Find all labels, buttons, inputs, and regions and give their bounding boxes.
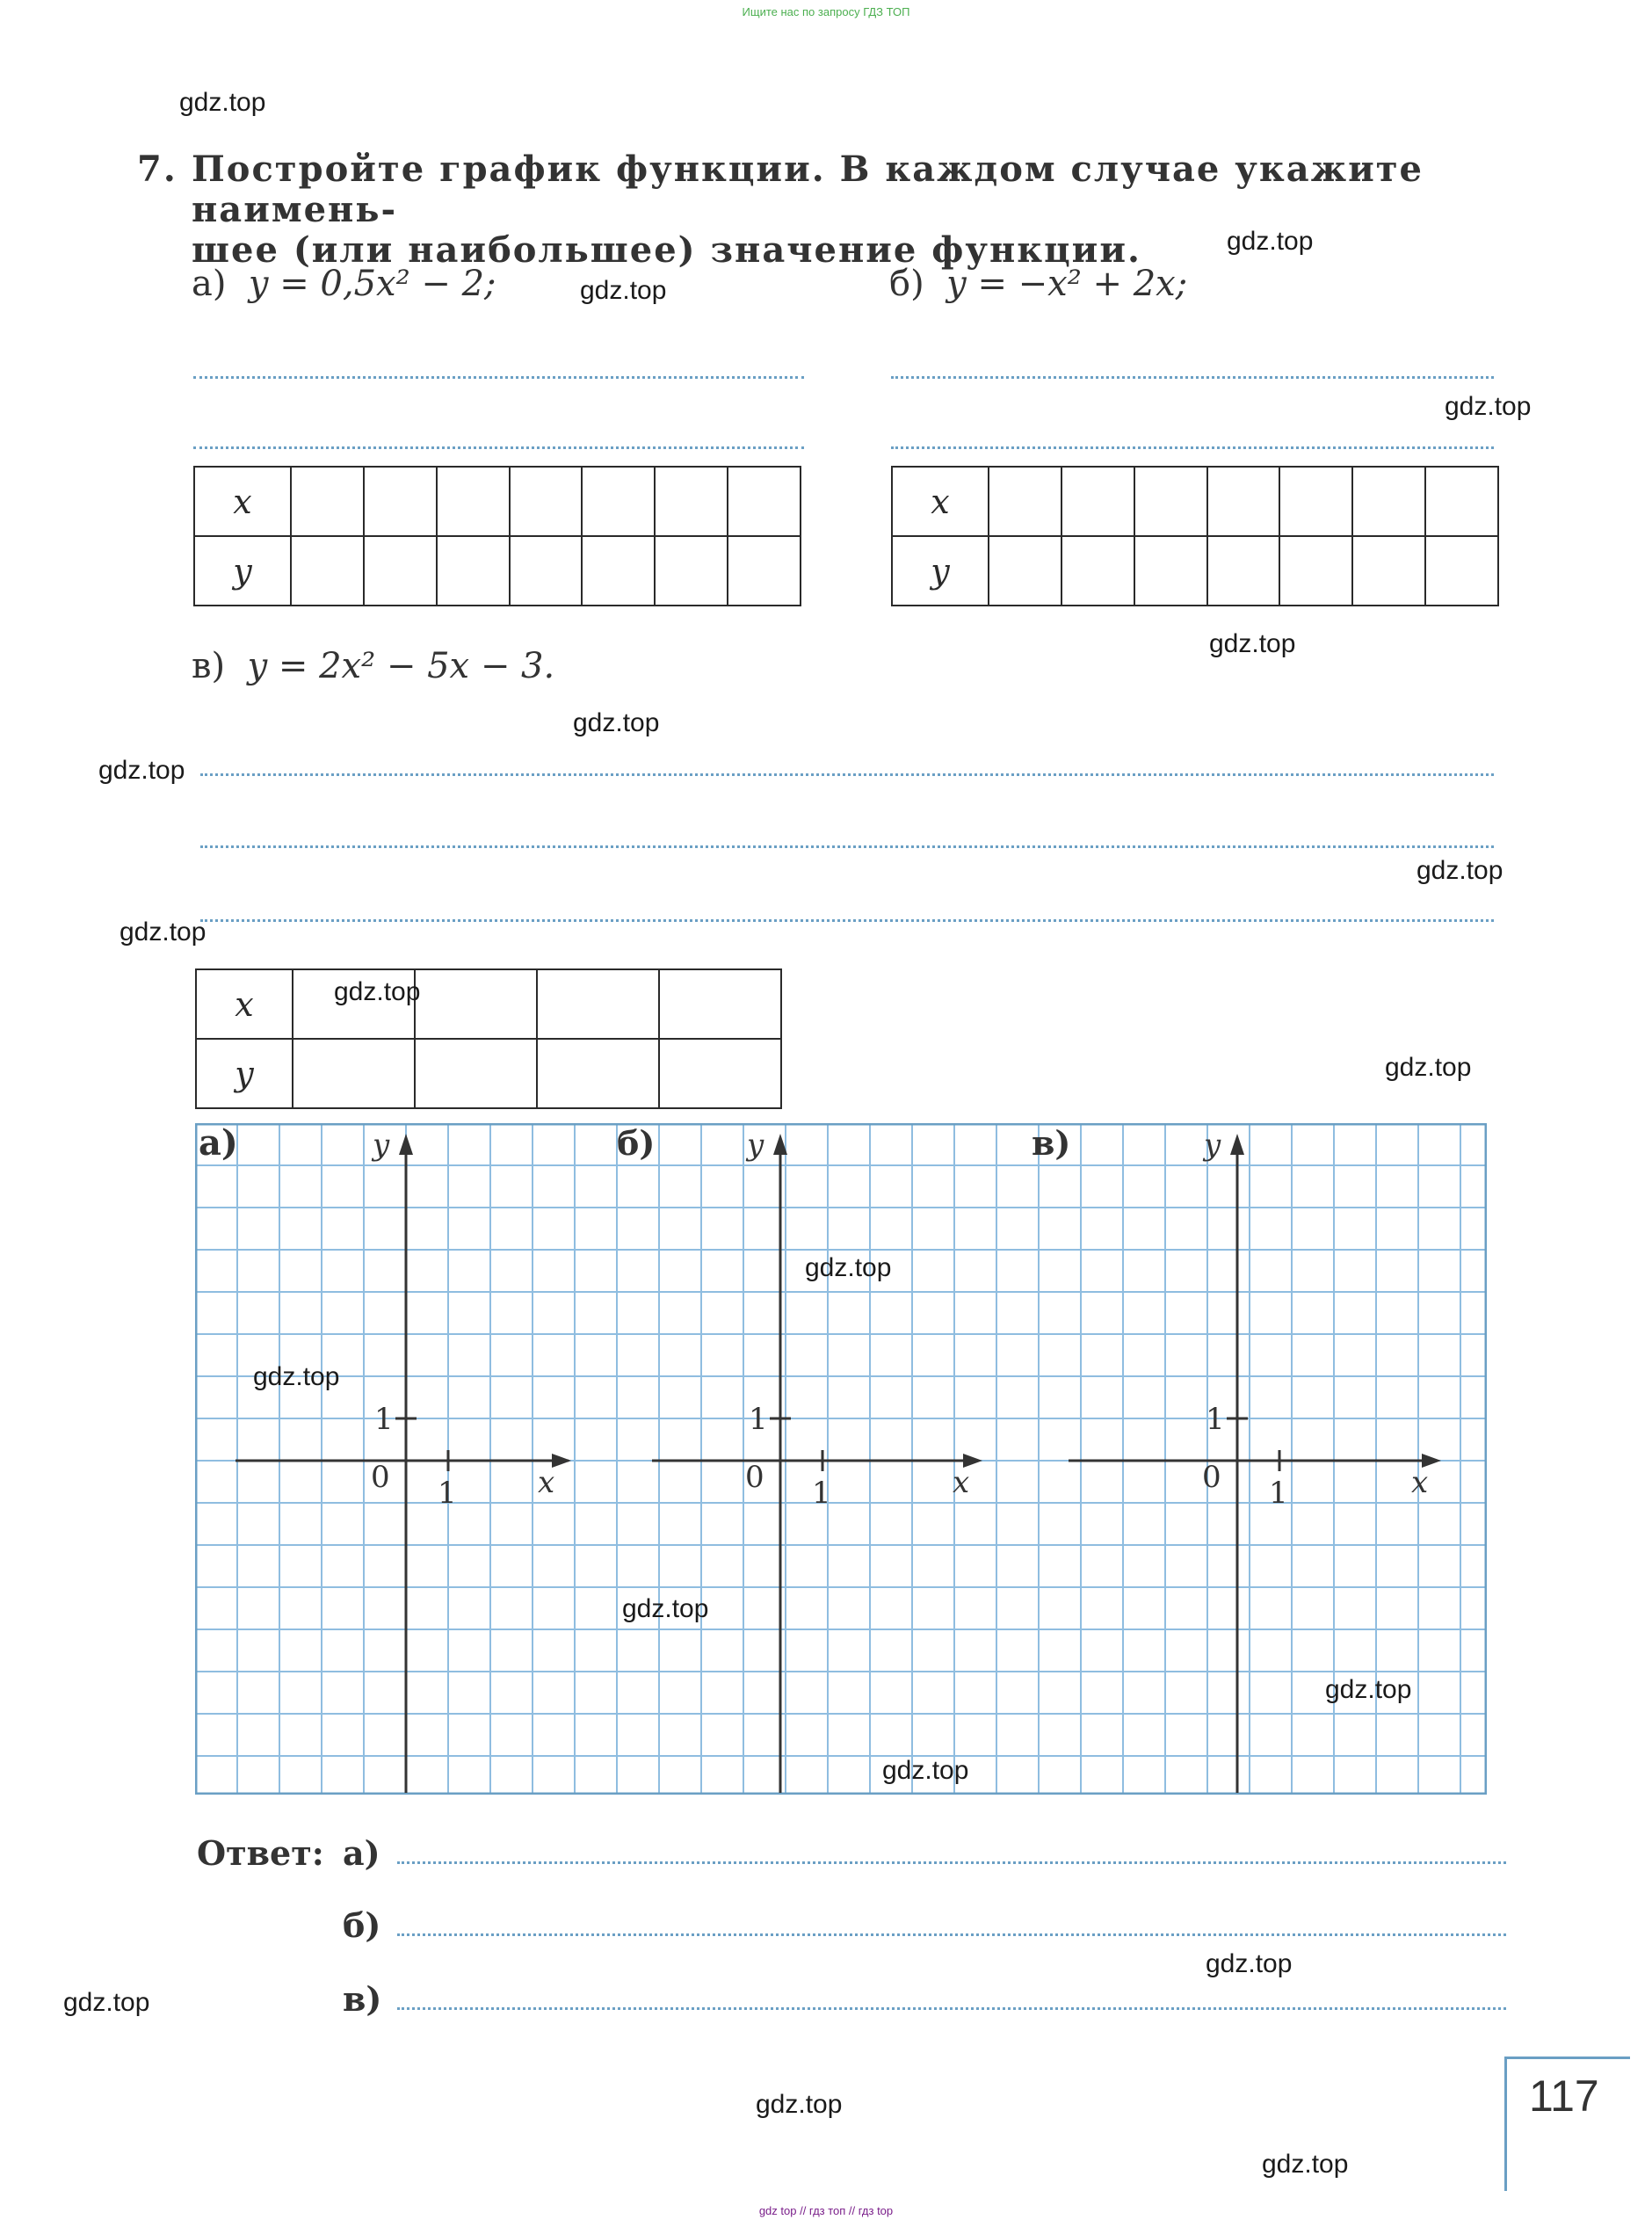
table-cell[interactable] <box>364 467 437 536</box>
grid-label-b: б) <box>617 1123 656 1163</box>
table-cell[interactable] <box>1352 536 1425 606</box>
x-axis-label: x <box>538 1465 555 1500</box>
part-a-formula <box>192 264 496 304</box>
answer-line[interactable] <box>891 446 1494 449</box>
watermark: gdz.top <box>1206 1949 1293 1978</box>
table-cell[interactable] <box>364 536 437 606</box>
part-a-label: а) <box>192 264 227 304</box>
table-cell[interactable] <box>659 969 781 1039</box>
table-cell[interactable] <box>537 969 659 1039</box>
table-cell[interactable] <box>437 536 510 606</box>
y-arrow-icon <box>1230 1134 1244 1155</box>
table-header-y: y <box>892 536 989 606</box>
x-axis-label: x <box>1411 1465 1429 1500</box>
task-text-line1: Постройте график функции. В каждом случае укажите наимень- <box>192 149 1424 230</box>
x-arrow-icon <box>552 1454 571 1468</box>
table-cell[interactable] <box>1134 467 1207 536</box>
watermark: gdz.top <box>805 1253 892 1282</box>
coordinate-grid[interactable] <box>195 1123 1487 1795</box>
part-b-formula <box>889 264 1187 304</box>
table-cell[interactable] <box>728 536 801 606</box>
watermark: gdz.top <box>1445 392 1532 421</box>
watermark: gdz.top <box>756 2090 843 2119</box>
axes-a <box>235 1134 571 1793</box>
table-header-x: x <box>196 969 293 1039</box>
part-b-expression: y = −x² + 2x; <box>946 264 1188 304</box>
watermark: gdz.top <box>1417 856 1503 885</box>
origin-label: 0 <box>745 1460 764 1495</box>
answer-line-v[interactable] <box>397 2007 1506 2010</box>
value-table-a <box>193 466 801 606</box>
y-axis-label: y <box>747 1128 764 1163</box>
table-cell[interactable] <box>510 536 583 606</box>
watermark: gdz.top <box>1209 629 1296 658</box>
table-cell[interactable] <box>728 467 801 536</box>
part-v-label: в) <box>192 646 226 686</box>
table-cell[interactable] <box>437 467 510 536</box>
value-table-b <box>891 466 1499 606</box>
answer-line[interactable] <box>200 919 1494 922</box>
table-header-y: y <box>196 1039 293 1108</box>
answer-label-a: а) <box>343 1833 380 1873</box>
table-cell[interactable] <box>655 467 728 536</box>
table-cell[interactable] <box>1207 467 1280 536</box>
task-number: 7. <box>137 149 178 190</box>
table-cell[interactable] <box>1207 536 1280 606</box>
task-text-line2: шее (или наибольшее) значение функции. <box>192 229 1141 271</box>
table-cell[interactable] <box>659 1039 781 1108</box>
watermark: gdz.top <box>334 977 421 1006</box>
table-cell[interactable] <box>1279 536 1352 606</box>
table-cell[interactable] <box>655 536 728 606</box>
table-cell[interactable] <box>989 467 1061 536</box>
page-number: 117 <box>1529 2071 1599 2121</box>
watermark: gdz.top <box>98 756 185 785</box>
table-header-y: y <box>194 536 291 606</box>
footer-note: gdz top // гдз топ // гдз top <box>758 2204 894 2217</box>
value-table-v <box>195 968 782 1109</box>
origin-label: 0 <box>1202 1460 1221 1495</box>
answer-line[interactable] <box>891 376 1494 379</box>
table-cell[interactable] <box>1061 467 1134 536</box>
table-cell[interactable] <box>1425 536 1498 606</box>
table-cell[interactable] <box>989 536 1061 606</box>
part-a-expression: y = 0,5x² − 2; <box>248 264 496 304</box>
table-cell[interactable] <box>1279 467 1352 536</box>
y-axis-label: y <box>373 1128 390 1163</box>
table-header-x: x <box>194 467 291 536</box>
part-b-label: б) <box>889 264 924 304</box>
watermark: gdz.top <box>622 1594 709 1623</box>
answer-line[interactable] <box>193 446 804 449</box>
answer-line[interactable] <box>193 376 804 379</box>
y-unit-label: 1 <box>374 1402 394 1437</box>
watermark: gdz.top <box>1325 1675 1412 1704</box>
table-cell[interactable] <box>291 536 364 606</box>
answer-line-b[interactable] <box>397 1933 1506 1936</box>
watermark: gdz.top <box>120 918 206 947</box>
watermark: gdz.top <box>573 708 660 737</box>
table-cell[interactable] <box>582 536 655 606</box>
table-cell[interactable] <box>291 467 364 536</box>
y-unit-label: 1 <box>1206 1402 1225 1437</box>
y-axis-label: y <box>1204 1128 1221 1163</box>
table-cell[interactable] <box>1134 536 1207 606</box>
table-cell[interactable] <box>1061 536 1134 606</box>
answer-line-a[interactable] <box>397 1861 1506 1864</box>
watermark: gdz.top <box>1385 1053 1472 1082</box>
y-unit-label: 1 <box>749 1402 768 1437</box>
table-cell[interactable] <box>415 1039 537 1108</box>
answer-label-b: б) <box>343 1905 381 1945</box>
x-unit-label: 1 <box>1269 1476 1288 1511</box>
table-cell[interactable] <box>582 467 655 536</box>
table-cell[interactable] <box>293 1039 415 1108</box>
watermark: gdz.top <box>882 1756 969 1785</box>
part-v-expression: y = 2x² − 5x − 3. <box>247 646 555 686</box>
x-unit-label: 1 <box>812 1476 831 1511</box>
answer-line[interactable] <box>200 845 1494 848</box>
x-axis-label: x <box>953 1465 970 1500</box>
watermark: gdz.top <box>179 88 266 117</box>
answer-line[interactable] <box>200 773 1494 776</box>
grid-label-a: а) <box>199 1123 238 1164</box>
y-arrow-icon <box>399 1134 413 1155</box>
origin-label: 0 <box>371 1460 390 1495</box>
header-note: Ищите нас по запросу ГДЗ ТОП <box>742 5 910 18</box>
watermark: gdz.top <box>580 276 667 305</box>
watermark: gdz.top <box>253 1362 340 1391</box>
watermark: gdz.top <box>63 1988 150 2017</box>
answer-title: Ответ: <box>197 1833 324 1873</box>
watermark: gdz.top <box>1227 227 1314 256</box>
x-unit-label: 1 <box>438 1476 457 1511</box>
watermark: gdz.top <box>1262 2150 1349 2179</box>
part-v-formula <box>192 646 554 686</box>
table-cell[interactable] <box>415 969 537 1039</box>
table-cell[interactable] <box>537 1039 659 1108</box>
grid-label-v: в) <box>1032 1123 1071 1163</box>
table-cell[interactable] <box>510 467 583 536</box>
table-cell[interactable] <box>1425 467 1498 536</box>
table-cell[interactable] <box>1352 467 1425 536</box>
answer-label-v: в) <box>343 1979 382 2019</box>
table-header-x: x <box>892 467 989 536</box>
